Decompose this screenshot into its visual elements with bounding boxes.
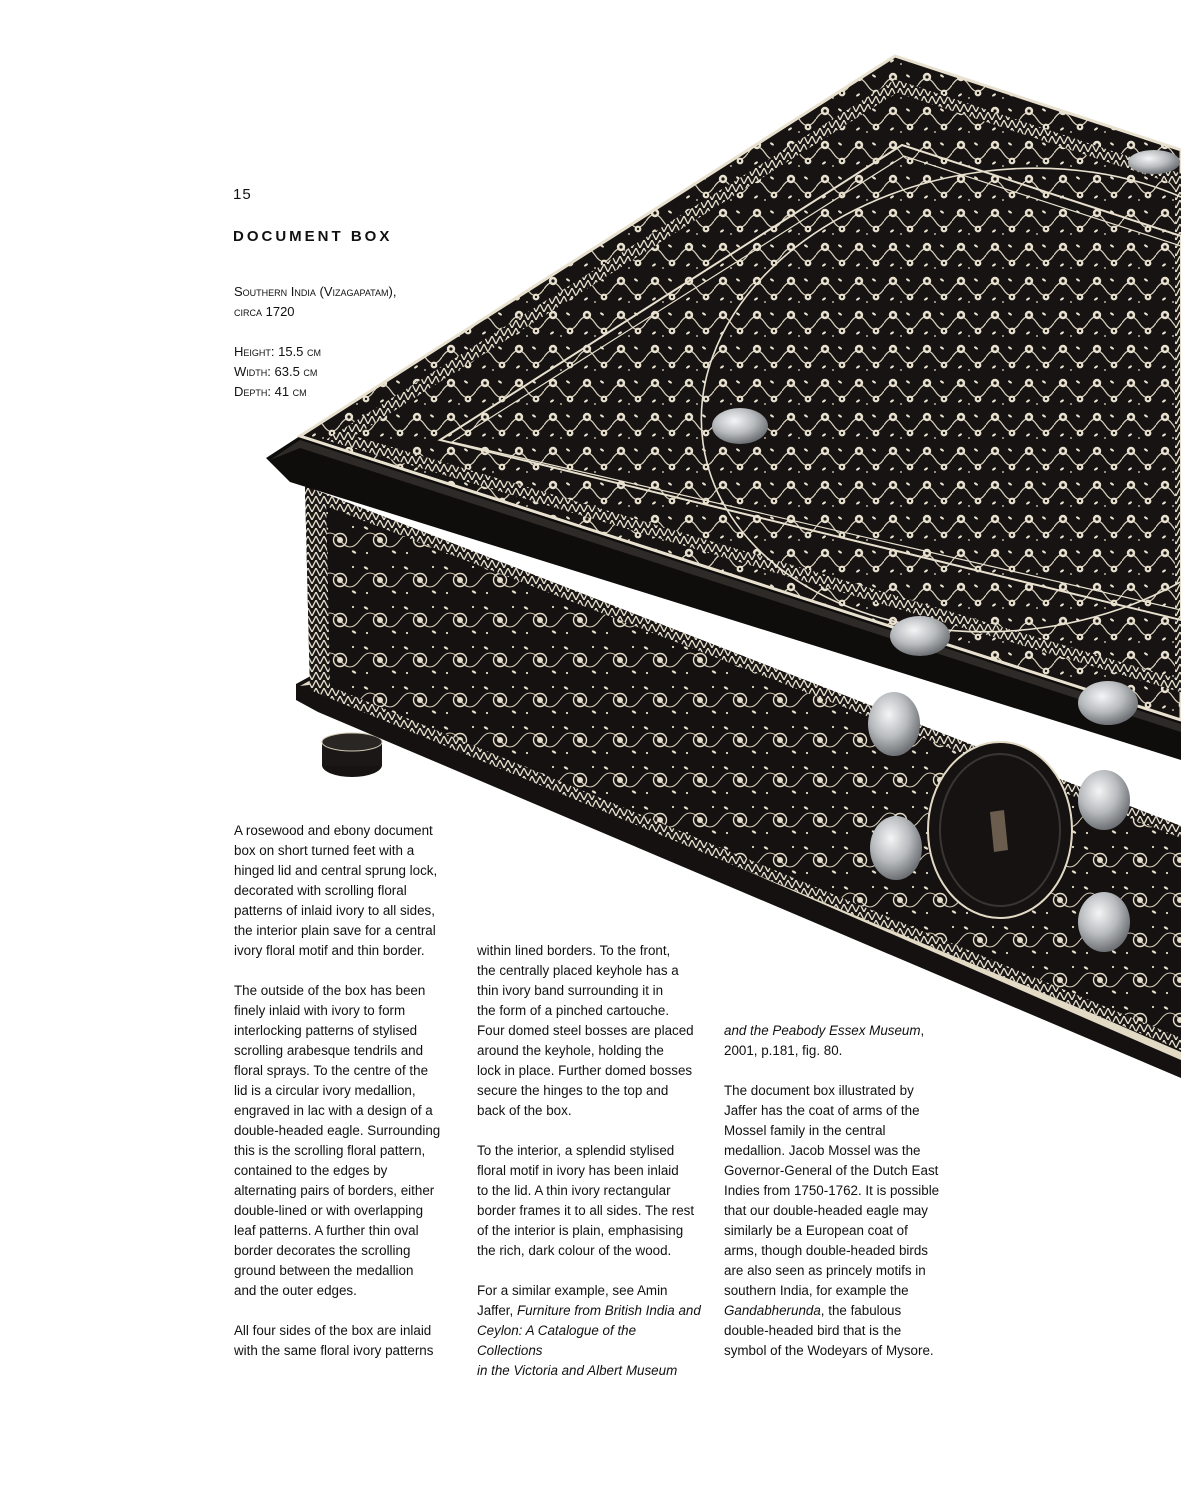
text-column-1: [234, 821, 452, 1361]
reference-text: , 2001, p.181, fig. 80.: [724, 1023, 925, 1058]
reference-paragraph: [477, 1281, 702, 1381]
lot-number: 15: [233, 186, 252, 203]
dimensions: [234, 342, 321, 402]
reference-paragraph: [724, 1021, 949, 1061]
paragraph-italic-term: Gandabherunda: [724, 1303, 821, 1318]
description-paragraph: A rosewood and ebony document box on short turned feet with a hinged lid and central sprung lock, decorated with scrolling floral patterns of inlaid ivory to all sides, the interior plain save for a central ivory floral motif and thin border.: [234, 823, 438, 958]
reference-book-title: and the Peabody Essex Museum: [724, 1023, 921, 1038]
description-paragraph: [724, 1081, 949, 1361]
paragraph-text: , the fabulous double-headed bird that is the symbol of the Wodeyars of Mysore.: [724, 1303, 934, 1358]
reference-text: For a similar example, see Amin Jaffer,: [477, 1283, 668, 1318]
item-origin: [234, 282, 396, 322]
text-column-3: [724, 1021, 949, 1361]
text-column-2: [477, 941, 702, 1381]
item-title: DOCUMENT BOX: [233, 228, 393, 245]
paragraph-text: The document box illustrated by Jaffer has the coat of arms of the Mossel family in the central medallion. Jacob Mossel was the Governor-General of the Dutch East Indies from 1750-1762. It is possible that our double-headed eagle may similarly be a European coat of arms, though double-headed birds are also seen as princely motifs in southern India, for example the: [724, 1083, 940, 1298]
origin-line: Southern India (Vizagapatam),: [234, 284, 397, 299]
description-paragraph: To the interior, a splendid stylised floral motif in ivory has been inlaid to the lid. A thin ivory rectangular border frames it to all sides. The rest of the interior is plain, emphasising the rich, dark colour of the wood.: [477, 1143, 695, 1258]
dimension-height: Height: 15.5 cm: [234, 344, 322, 359]
reference-book-title: Furniture from British India and Ceylon: A Catalogue of the Collections in the Victoria and Albert Museum: [477, 1303, 701, 1378]
description-paragraph: The outside of the box has been finely inlaid with ivory to form interlocking patterns of stylised scrolling arabesque tendrils and floral sprays. To the centre of the lid is a circular ivory medallion, engraved in lac with a design of a double-headed eagle. Surrounding this is the scrolling floral pattern, contained to the edges by alternating pairs of borders, either double-lined or with overlapping leaf patterns. A further thin oval border decorates the scrolling ground between the medallion and the outer edges.: [234, 983, 441, 1298]
dimension-width: Width: 63.5 cm: [234, 364, 318, 379]
dimension-depth: Depth: 41 cm: [234, 384, 307, 399]
description-paragraph: within lined borders. To the front, the centrally placed keyhole has a thin ivory band surrounding it in the form of a pinched cartouche. Four domed steel bosses are placed around the keyhole, holding the lock in place. Further domed bosses secure the hinges to the top and back of the box.: [477, 943, 694, 1118]
description-paragraph: All four sides of the box are inlaid with the same floral ivory patterns: [234, 1323, 434, 1358]
date-line: circa 1720: [234, 304, 295, 319]
